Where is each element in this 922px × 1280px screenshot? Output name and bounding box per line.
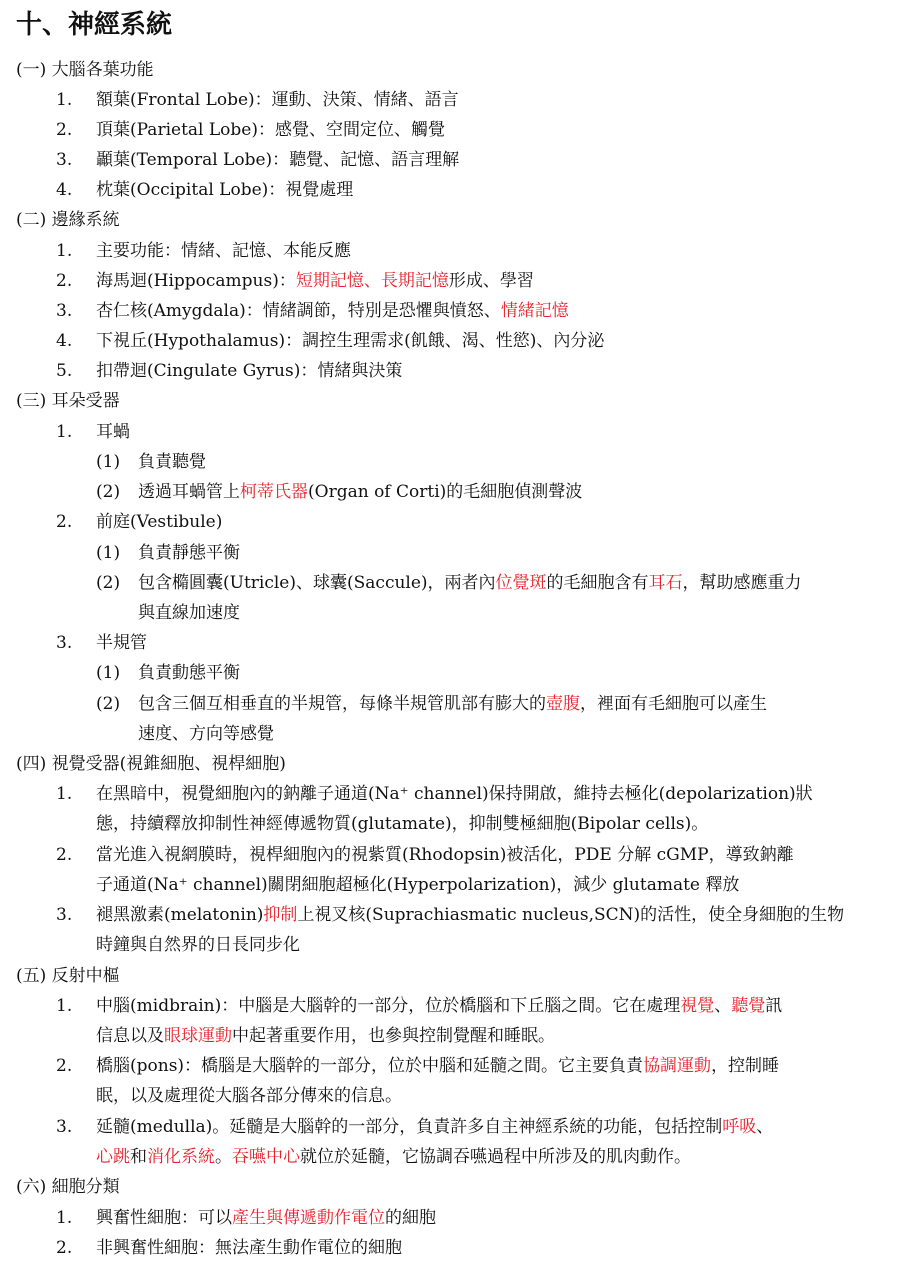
list-item: 延髓(medulla)。延髓是大腦幹的一部分，負責許多自主神經系統的功能，包括控制呼吸、: [96, 1117, 774, 1137]
list-number: 1.: [56, 784, 73, 804]
sub-item: 負責動態平衡: [138, 663, 240, 683]
sub-item: 包含三個互相垂直的半規管，每條半規管肌部有膨大的壺腹，裡面有毛細胞可以產生: [138, 694, 767, 714]
highlight-text: 視覺: [680, 996, 715, 1016]
highlight-text: 抑制: [263, 905, 298, 925]
list-number: 2.: [56, 845, 73, 865]
section-heading: (一) 大腦各葉功能: [16, 60, 154, 80]
list-item: 褪黑激素(melatonin)抑制上視叉核(Suprachiasmatic nucleus,SCN)的活性，使全身細胞的生物: [96, 905, 845, 925]
list-number: 5.: [56, 361, 73, 381]
list-number: 3.: [56, 905, 73, 925]
highlight-text: 呼吸: [722, 1117, 757, 1137]
highlight-text: 消化系統: [147, 1147, 215, 1167]
list-number: 2.: [56, 1056, 73, 1076]
list-item: 當光進入視網膜時，視桿細胞內的視紫質(Rhodopsin)被活化，PDE 分解 cGMP，導致鈉離: [96, 845, 794, 865]
list-item-continued: 眠，以及處理從大腦各部分傳來的信息。: [96, 1086, 402, 1106]
sub-item-continued: 速度、方向等感覺: [138, 724, 274, 744]
list-number: 3.: [56, 150, 73, 170]
highlight-text: 產生與傳遞動作電位: [232, 1208, 385, 1228]
highlight-text: 壺腹: [546, 694, 580, 714]
sub-item: 包含橢圓囊(Utricle)、球囊(Saccule)，兩者內位覺斑的毛細胞含有耳石，幫助感應重力: [138, 573, 802, 593]
list-number: 3.: [56, 633, 73, 653]
list-item: 非興奮性細胞：無法產生動作電位的細胞: [96, 1238, 402, 1258]
list-item: 頂葉(Parietal Lobe)：感覺、空間定位、觸覺: [96, 120, 445, 140]
list-number: 1.: [56, 422, 73, 442]
section-heading: (三) 耳朵受器: [16, 391, 120, 411]
list-item-continued: 信息以及眼球運動中起著重要作用，也參與控制覺醒和睡眠。: [96, 1026, 555, 1046]
section-heading: (五) 反射中樞: [16, 966, 120, 986]
sub-item: 負責靜態平衡: [138, 543, 240, 563]
highlight-text: 情緒記憶: [500, 301, 569, 321]
highlight-text: 柯蒂氏器: [240, 482, 308, 502]
section-heading: (六) 細胞分類: [16, 1177, 120, 1197]
list-item: 耳蝸: [96, 422, 130, 442]
list-item: 海馬迴(Hippocampus)：短期記憶、長期記憶形成、學習: [96, 271, 534, 291]
list-item: 主要功能：情緒、記憶、本能反應: [96, 241, 351, 261]
list-number: 2.: [56, 271, 73, 291]
list-item: 興奮性細胞：可以產生與傳遞動作電位的細胞: [96, 1208, 436, 1228]
highlight-text: 心跳: [96, 1147, 130, 1167]
list-number: 4.: [56, 180, 73, 200]
list-number: 1.: [56, 241, 73, 261]
list-number: 3.: [56, 1117, 73, 1137]
highlight-text: 位覺斑: [495, 573, 547, 593]
list-number: 1.: [56, 90, 73, 110]
highlight-text: 眼球運動: [164, 1026, 232, 1046]
sub-number: (1): [96, 452, 121, 472]
list-item: 顳葉(Temporal Lobe)：聽覺、記憶、語言理解: [96, 150, 460, 170]
section-heading: (四) 視覺受器(視錐細胞、視桿細胞): [16, 754, 286, 774]
list-item: 下視丘(Hypothalamus)：調控生理需求(飢餓、渴、性慾)、內分泌: [96, 331, 605, 351]
list-item-continued: 心跳和消化系統。吞嚥中心就位於延髓，它協調吞嚥過程中所涉及的肌肉動作。: [96, 1147, 691, 1167]
sub-number: (1): [96, 663, 121, 683]
sub-number: (1): [96, 543, 121, 563]
highlight-text: 協調運動: [643, 1056, 712, 1076]
list-number: 1.: [56, 996, 73, 1016]
list-number: 3.: [56, 301, 73, 321]
sub-item: 透過耳蝸管上柯蒂氏器(Organ of Corti)的毛細胞偵測聲波: [138, 482, 583, 502]
page-title: 十、神經系統: [16, 10, 173, 40]
sub-number: (2): [96, 482, 121, 502]
sub-item: 負責聽覺: [138, 452, 206, 472]
list-item: 扣帶迴(Cingulate Gyrus)：情緒與決策: [96, 361, 403, 381]
list-number: 4.: [56, 331, 73, 351]
list-number: 2.: [56, 120, 73, 140]
list-number: 1.: [56, 1208, 73, 1228]
sub-number: (2): [96, 694, 121, 714]
sub-item-continued: 與直線加速度: [138, 603, 240, 623]
list-item: 中腦(midbrain)：中腦是大腦幹的一部分，位於橋腦和下丘腦之間。它在處理視覺、聽覺訊: [96, 996, 783, 1016]
list-item-continued: 時鐘與自然界的日長同步化: [96, 935, 300, 955]
list-item-continued: 態，持續釋放抑制性神經傳遞物質(glutamate)，抑制雙極細胞(Bipolar cells)。: [96, 814, 709, 834]
list-item: 橋腦(pons)：橋腦是大腦幹的一部分，位於中腦和延髓之間。它主要負責協調運動，控制睡: [96, 1056, 780, 1076]
list-item: 前庭(Vestibule): [96, 512, 223, 532]
list-item: 在黑暗中，視覺細胞內的鈉離子通道(Na⁺ channel)保持開啟，維持去極化(depolarization)狀: [96, 784, 813, 804]
highlight-text: 聽覺: [731, 996, 766, 1016]
list-item: 杏仁核(Amygdala)：情緒調節，特別是恐懼與憤怒、情緒記憶: [96, 301, 569, 321]
sub-number: (2): [96, 573, 121, 593]
list-number: 2.: [56, 1238, 73, 1258]
list-item: 半規管: [96, 633, 147, 653]
highlight-text: 耳石: [648, 573, 683, 593]
list-item-continued: 子通道(Na⁺ channel)關閉細胞超極化(Hyperpolarization)，減少 glutamate 釋放: [96, 875, 740, 895]
list-number: 2.: [56, 512, 73, 532]
list-item: 枕葉(Occipital Lobe)：視覺處理: [96, 180, 354, 200]
list-item: 額葉(Frontal Lobe)：運動、決策、情緒、語言: [96, 90, 459, 110]
highlight-text: 吞嚥中心: [232, 1147, 300, 1167]
highlight-text: 短期記憶、長期記憶: [295, 271, 449, 291]
section-heading: (二) 邊緣系統: [16, 210, 120, 230]
